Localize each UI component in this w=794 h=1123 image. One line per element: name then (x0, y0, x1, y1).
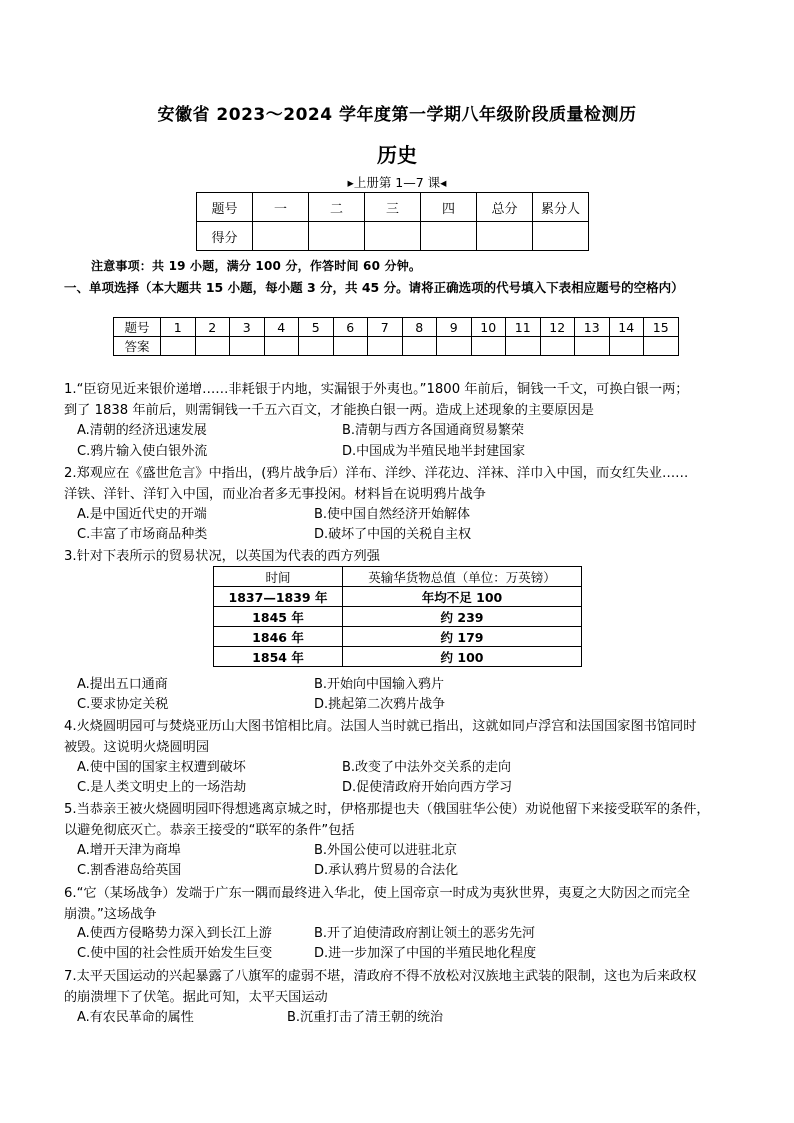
score-input-cell[interactable] (365, 222, 421, 251)
option-a[interactable]: A.有农民革命的属性 (77, 1010, 194, 1025)
score-cell: 四 (421, 193, 477, 222)
answer-input-cell[interactable] (506, 337, 541, 356)
question-number: 4 (264, 318, 299, 337)
question-number: 2 (195, 318, 230, 337)
answer-input-cell[interactable] (368, 337, 403, 356)
table-row (214, 627, 582, 647)
trade-time-cell: 1854 年 (214, 647, 343, 667)
question-number: 3 (230, 318, 265, 337)
question-6-stem (64, 883, 740, 925)
option-a[interactable]: A.是中国近代史的开端 (77, 507, 207, 522)
table-row (214, 607, 582, 627)
trade-time-cell: 1845 年 (214, 607, 343, 627)
option-c[interactable]: C.是人类文明史上的一场浩劫 (77, 780, 247, 795)
option-c[interactable]: C.使中国的社会性质开始发生巨变 (77, 946, 273, 961)
score-input-cell[interactable] (477, 222, 533, 251)
question-text-line: 以避免彻底灭亡。恭亲王接受的“联军的条件”包括 (64, 823, 355, 838)
question-number: 1 (161, 318, 196, 337)
trade-table-header (214, 567, 582, 587)
answer-input-cell[interactable] (437, 337, 472, 356)
answer-input-cell[interactable] (575, 337, 610, 356)
question-2-stem (64, 463, 740, 505)
subject-heading: 历史 (377, 143, 417, 167)
answer-row-label: 答案 (114, 337, 161, 356)
question-number: 6 (333, 318, 368, 337)
option-d[interactable]: D.承认鸦片贸易的合法化 (314, 863, 459, 878)
score-table-header-row (197, 193, 589, 222)
question-text-line: 1.“臣窃见近来银价递增……非耗银于内地，实漏银于外夷也。”1800 年前后，铜钱一千文，可换白银一两； (64, 382, 689, 397)
answer-table-number-row (114, 318, 679, 337)
question-text-line: 崩溃。”这场战争 (64, 907, 157, 922)
question-4-stem (64, 716, 740, 758)
question-5-stem (64, 799, 740, 841)
exam-title: 安徽省 2023～2024 学年度第一学期八年级阶段质量检测历 (157, 105, 637, 125)
question-text-line: 6.“它（某场战争）发端于广东一隅而最终进入华北，使上国帝京一时成为夷狄世界，夷夏之大防因之而完全 (64, 886, 691, 901)
answer-table (113, 317, 679, 356)
question-text-line: 7.太平天国运动的兴起暴露了八旗军的虚弱不堪，清政府不得不放松对汉族地主武装的限制，这也为后来政权 (64, 969, 697, 984)
question-number: 15 (644, 318, 679, 337)
question-number: 8 (402, 318, 437, 337)
option-c[interactable]: C.鸦片输入使白银外流 (77, 444, 208, 459)
score-cell: 三 (365, 193, 421, 222)
answer-input-cell[interactable] (471, 337, 506, 356)
trade-time-cell: 1846 年 (214, 627, 343, 647)
scope-label: ▸上册第 1—7 课◂ (347, 175, 447, 190)
question-3-stem (64, 546, 740, 567)
trade-header-value: 英输华货物总值（单位：万英镑） (343, 567, 582, 587)
trade-value-cell: 约 100 (343, 647, 582, 667)
question-number: 5 (299, 318, 334, 337)
question-number: 11 (506, 318, 541, 337)
question-number: 7 (368, 318, 403, 337)
score-input-cell[interactable] (253, 222, 309, 251)
question-text-line: 3.针对下表所示的贸易状况，以英国为代表的西方列强 (64, 549, 380, 564)
answer-input-cell[interactable] (230, 337, 265, 356)
question-text-line: 5.当恭亲王被火烧圆明园吓得想逃离京城之时，伊格那提也夫（俄国驻华公使）劝说他留下来接受联军的条件， (64, 802, 710, 817)
option-b[interactable]: B.使中国自然经济开始解体 (314, 507, 471, 522)
question-7-stem (64, 966, 740, 1008)
question-number: 13 (575, 318, 610, 337)
option-b[interactable]: B.改变了中法外交关系的走向 (342, 760, 512, 775)
trade-header-time: 时间 (214, 567, 343, 587)
score-cell: 总分 (477, 193, 533, 222)
section-heading: 一、单项选择（本大题共 15 小题，每小题 3 分，共 45 分。请将正确选项的代号填入下表相应题号的空格内） (64, 280, 684, 295)
option-a[interactable]: A.使中国的国家主权遭到破坏 (77, 760, 246, 775)
question-number: 14 (609, 318, 644, 337)
question-text-line: 的崩溃埋下了伏笔。据此可知，太平天国运动 (64, 990, 328, 1005)
question-text-line: 到了 1838 年前后，则需铜钱一千五六百文，才能换白银一两。造成上述现象的主要原因是 (64, 403, 594, 418)
trade-value-cell: 约 179 (343, 627, 582, 647)
table-row (214, 647, 582, 667)
score-cell: 二 (309, 193, 365, 222)
score-table-score-row (197, 222, 589, 251)
question-number: 10 (471, 318, 506, 337)
score-table (196, 192, 589, 251)
option-d[interactable]: D.破坏了中国的关税自主权 (314, 527, 472, 542)
answer-input-cell[interactable] (195, 337, 230, 356)
option-c[interactable]: C.丰富了市场商品种类 (77, 527, 208, 542)
answer-input-cell[interactable] (402, 337, 437, 356)
option-c[interactable]: C.要求协定关税 (77, 697, 169, 712)
answer-table-answer-row (114, 337, 679, 356)
answer-input-cell[interactable] (264, 337, 299, 356)
score-cell: 累分人 (533, 193, 589, 222)
score-input-cell[interactable] (309, 222, 365, 251)
option-c[interactable]: C.割香港岛给英国 (77, 863, 182, 878)
option-d[interactable]: D.促使清政府开始向西方学习 (342, 780, 513, 795)
option-d[interactable]: D.中国成为半殖民地半封建国家 (342, 444, 526, 459)
exam-notes: 注意事项：共 19 小题，满分 100 分，作答时间 60 分钟。 (91, 259, 422, 273)
trade-table (213, 566, 582, 667)
option-d[interactable]: D.挑起第二次鸦片战争 (314, 697, 446, 712)
question-1-stem (64, 379, 740, 421)
answer-input-cell[interactable] (333, 337, 368, 356)
question-text-line: 4.火烧圆明园可与焚烧亚历山大图书馆相比肩。法国人当时就已指出，这就如同卢浮宫和法国国家图书馆同时 (64, 719, 697, 734)
question-text-line: 洋铁、洋针、洋钉入中国，而业冶者多无事投闲。材料旨在说明鸦片战争 (64, 487, 486, 502)
trade-value-cell: 约 239 (343, 607, 582, 627)
option-b[interactable]: B.沉重打击了清王朝的统治 (287, 1010, 444, 1025)
answer-input-cell[interactable] (609, 337, 644, 356)
option-b[interactable]: B.清朝与西方各国通商贸易繁荣 (342, 423, 525, 438)
table-row (214, 587, 582, 607)
score-input-cell[interactable] (533, 222, 589, 251)
option-b[interactable]: B.开始向中国输入鸦片 (314, 677, 445, 692)
question-text-line: 被毁。这说明火烧圆明园 (64, 740, 210, 755)
question-text-line: 2.郑观应在《盛世危言》中指出，(鸦片战争后）洋布、洋纱、洋花边、洋袜、洋巾入中国，而女红失业…… (64, 466, 689, 481)
answer-row-label: 题号 (114, 318, 161, 337)
question-number: 12 (540, 318, 575, 337)
option-b[interactable]: B.外国公使可以进驻北京 (314, 843, 458, 858)
option-b[interactable]: B.开了迫使清政府割让领土的恶劣先河 (314, 926, 536, 941)
question-number: 9 (437, 318, 472, 337)
option-d[interactable]: D.进一步加深了中国的半殖民地化程度 (314, 946, 537, 961)
answer-input-cell[interactable] (540, 337, 575, 356)
score-input-cell[interactable] (421, 222, 477, 251)
score-cell: 一 (253, 193, 309, 222)
score-row-label: 得分 (197, 222, 253, 251)
option-a[interactable]: A.提出五口通商 (77, 677, 168, 692)
option-a[interactable]: A.清朝的经济迅速发展 (77, 423, 207, 438)
score-cell: 题号 (197, 193, 253, 222)
answer-input-cell[interactable] (299, 337, 334, 356)
answer-input-cell[interactable] (161, 337, 196, 356)
trade-time-cell: 1837—1839 年 (214, 587, 343, 607)
answer-input-cell[interactable] (644, 337, 679, 356)
option-a[interactable]: A.使西方侵略势力深入到长江上游 (77, 926, 272, 941)
option-a[interactable]: A.增开天津为商埠 (77, 843, 181, 858)
trade-value-cell: 年均不足 100 (343, 587, 582, 607)
